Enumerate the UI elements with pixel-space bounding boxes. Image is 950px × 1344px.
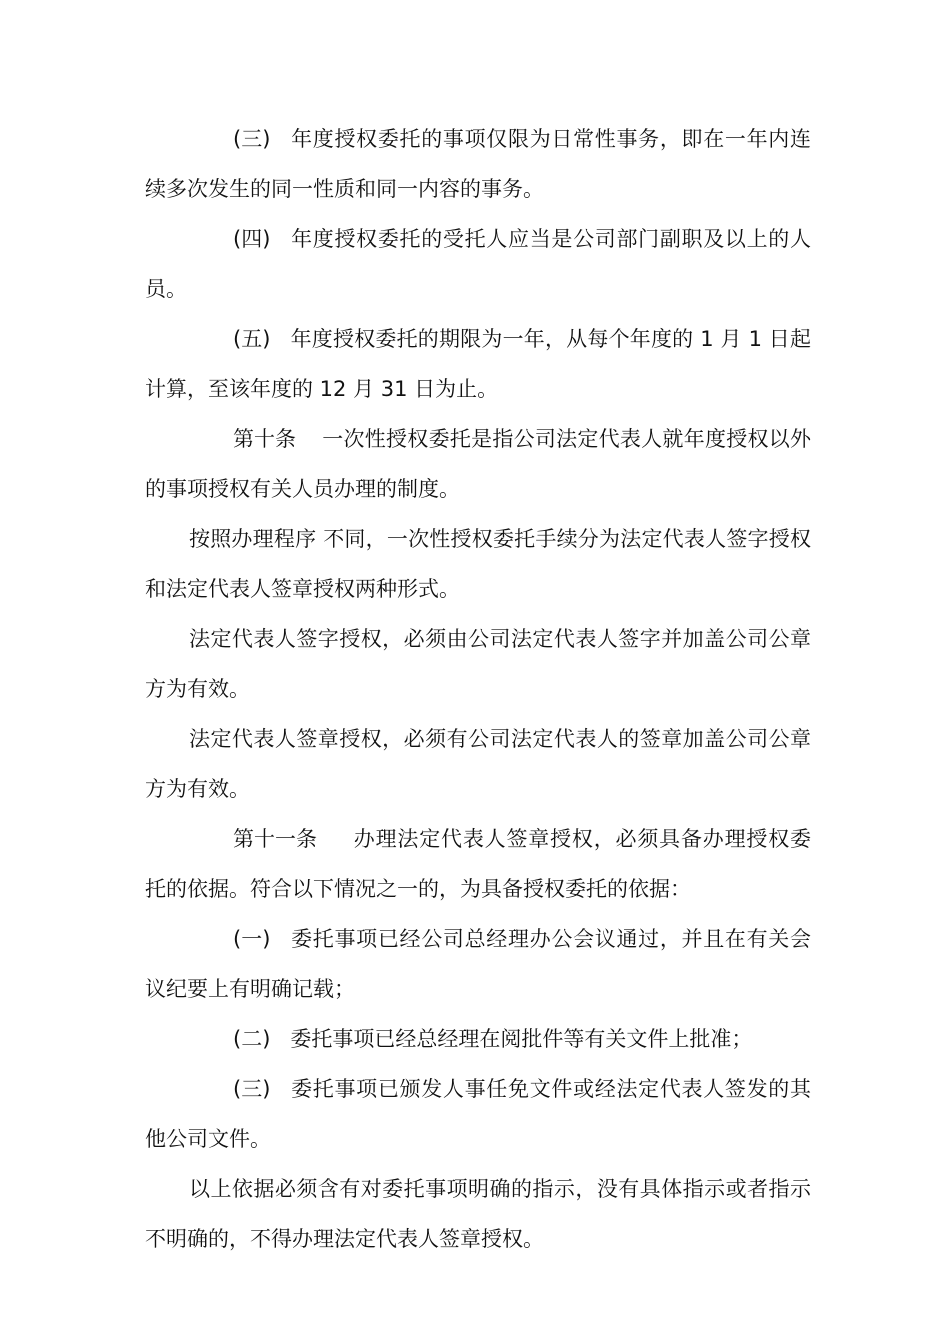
paragraph-text: 委托事项已颁发人事任免文件或经法定代表人签发的其他公司文件。 xyxy=(145,1077,811,1151)
paragraph-item-3 xyxy=(145,114,811,214)
item-number: (三) xyxy=(233,127,271,151)
paragraph-text: 委托事项已经总经理在阅批件等有关文件上批准； xyxy=(290,1027,753,1051)
paragraph-text: 办理法定代表人签章授权，必须具备办理授权委托的依据。符合以下情况之一的，为具备授权委托的依据： xyxy=(145,827,811,901)
paragraph-item-1 xyxy=(145,914,811,1014)
paragraph-text: 法定代表人签字授权，必须由公司法定代表人签字并加盖公司公章方为有效。 xyxy=(145,627,811,701)
item-number: (二) xyxy=(233,1027,271,1051)
paragraph-text: 按照办理程序 不同，一次性授权委托手续分为法定代表人签字授权和法定代表人签章授权两种形式。 xyxy=(145,527,811,601)
paragraph-text: 一次性授权委托是指公司法定代表人就年度授权以外的事项授权有关人员办理的制度。 xyxy=(145,427,811,501)
document-body xyxy=(145,114,811,1264)
paragraph-item-2 xyxy=(145,1014,811,1064)
article-number: 第十一条 xyxy=(233,827,317,851)
paragraph-text: 年度授权委托的受托人应当是公司部门副职及以上的人员。 xyxy=(145,227,811,301)
paragraph-text: 以上依据必须含有对委托事项明确的指示，没有具体指示或者指示不明确的，不得办理法定代表人签章授权。 xyxy=(145,1177,811,1251)
paragraph-item-4 xyxy=(145,214,811,314)
paragraph-item-3b xyxy=(145,1064,811,1164)
paragraph-conclusion xyxy=(145,1164,811,1264)
item-number: (五) xyxy=(233,327,271,351)
paragraph-seal-authorization xyxy=(145,714,811,814)
paragraph-text: 法定代表人签章授权，必须有公司法定代表人的签章加盖公司公章方为有效。 xyxy=(145,727,811,801)
item-number: (一) xyxy=(233,927,271,951)
paragraph-article-10 xyxy=(145,414,811,514)
paragraph-signature-authorization xyxy=(145,614,811,714)
paragraph-procedure xyxy=(145,514,811,614)
paragraph-article-11 xyxy=(145,814,811,914)
paragraph-text: 年度授权委托的期限为一年，从每个年度的 1 月 1 日起计算，至该年度的 12 月 31 日为止。 xyxy=(145,327,811,401)
article-number: 第十条 xyxy=(233,427,296,451)
paragraph-text: 年度授权委托的事项仅限为日常性事务，即在一年内连续多次发生的同一性质和同一内容的事务。 xyxy=(145,127,811,201)
paragraph-text: 委托事项已经公司总经理办公会议通过，并且在有关会议纪要上有明确记载； xyxy=(145,927,811,1001)
paragraph-item-5 xyxy=(145,314,811,414)
item-number: (四) xyxy=(233,227,271,251)
item-number: (三) xyxy=(233,1077,271,1101)
